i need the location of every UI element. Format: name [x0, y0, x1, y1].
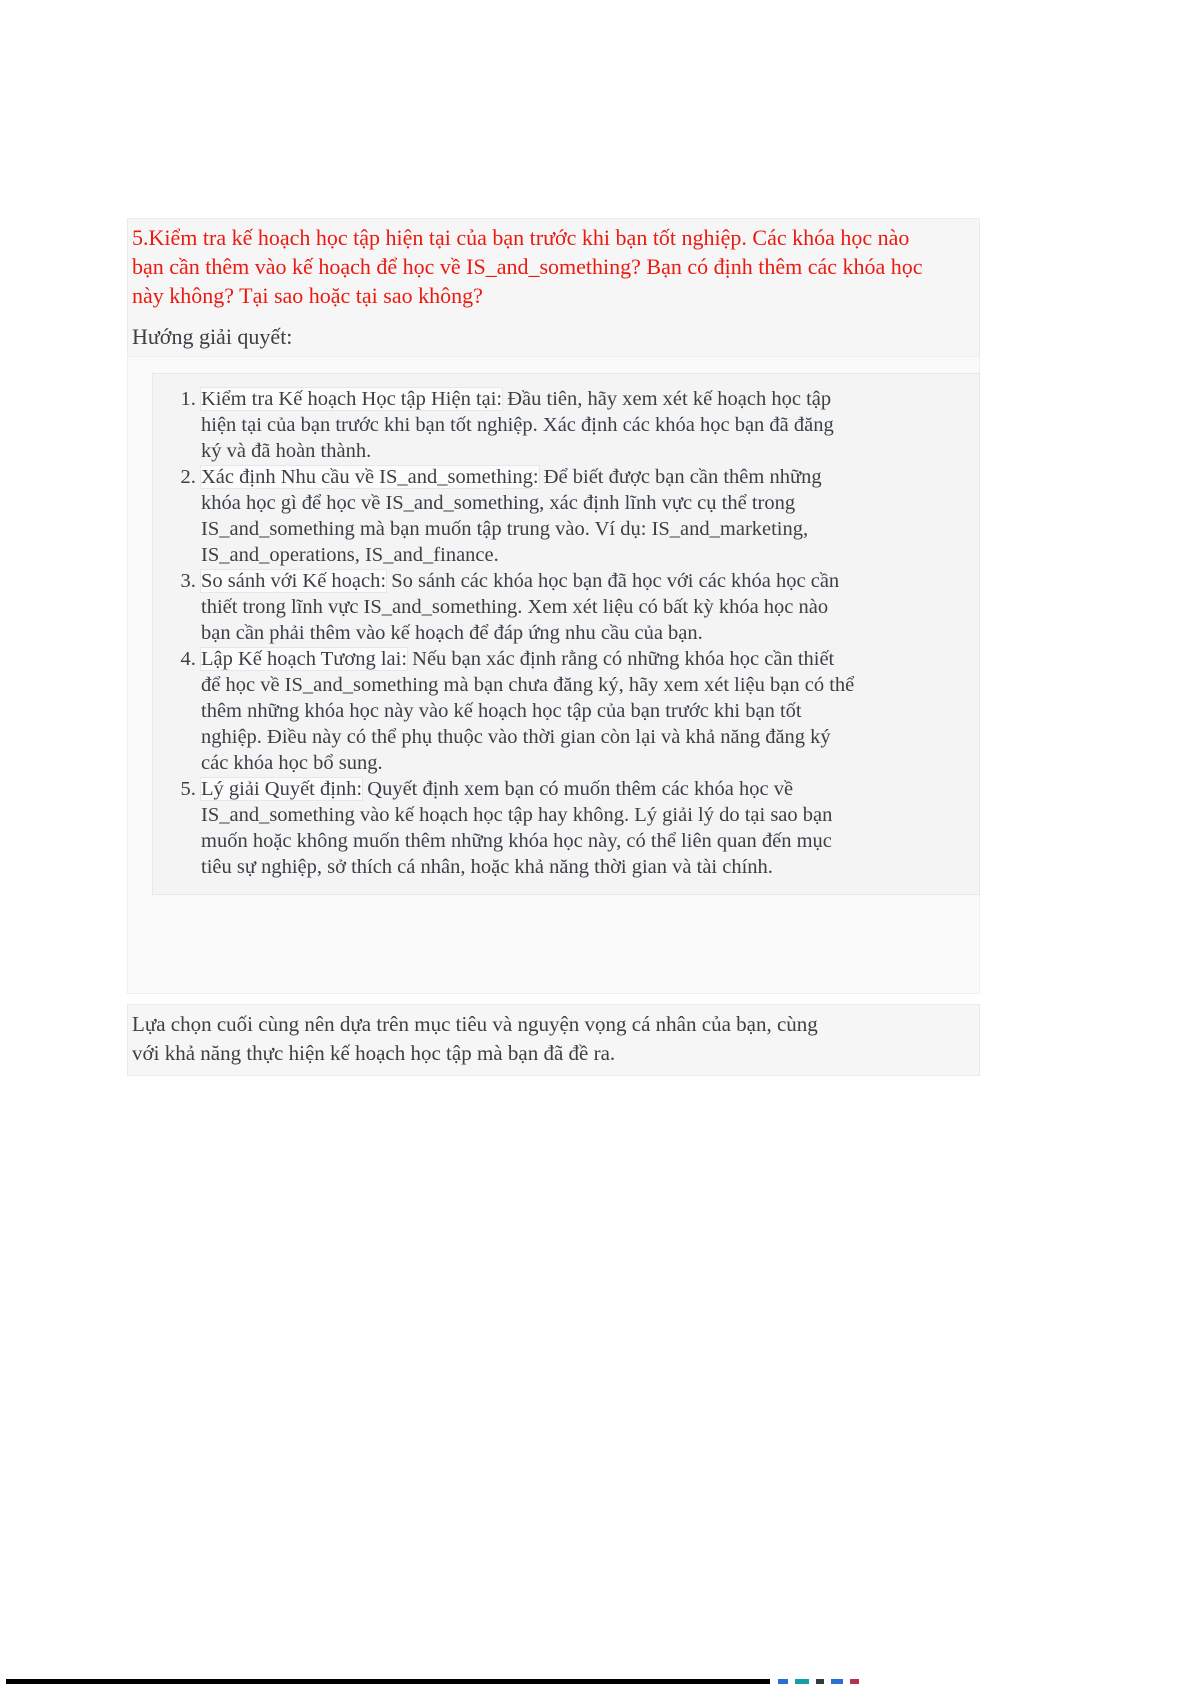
solution-steps-list: [153, 386, 967, 880]
step-text: Quyết định xem bạn có muốn thêm các khóa học về IS_and_something vào kế hoạch học tập hay không. Lý giải lý do tại sao bạn muốn hoặc không muốn thêm những khóa học này, có thể liên quan đến mục tiêu sự nghiệp, sở thích cá nhân, hoặc khả năng thời gian và tài chính.: [201, 778, 833, 878]
cutoff-black-bar: [6, 1679, 770, 1684]
step-label: Lập Kế hoạch Tương lai:: [201, 648, 408, 670]
solution-band: [127, 356, 980, 994]
solution-heading: Hướng giải quyết:: [132, 324, 293, 349]
step-text: Đầu tiên, hãy xem xét kế hoạch học tập hiện tại của bạn trước khi bạn tốt nghiệp. Xác định các khóa học bạn đã đăng ký và đã hoàn thành.: [201, 388, 834, 462]
cutoff-fragment: [850, 1679, 859, 1684]
step-text: Để biết được bạn cần thêm những khóa học gì để học về IS_and_something, xác định lĩnh vực cụ thể trong IS_and_something mà bạn muốn tập trung vào. Ví dụ: IS_and_marketing, IS_and_operations, IS_and_finance.: [201, 466, 822, 566]
solution-step: [201, 568, 856, 646]
cutoff-fragment: [795, 1679, 809, 1684]
solution-step: [201, 776, 856, 880]
step-label: Xác định Nhu cầu về IS_and_something:: [201, 466, 539, 488]
solution-step: [201, 646, 856, 776]
question-block: [127, 218, 980, 358]
solution-steps-block: [152, 373, 980, 895]
cutoff-content-strip: [0, 1677, 1191, 1685]
cutoff-fragment: [831, 1679, 843, 1684]
solution-step: [201, 386, 856, 464]
step-label: Kiểm tra Kế hoạch Học tập Hiện tại:: [201, 388, 503, 410]
cutoff-fragment: [778, 1679, 788, 1684]
step-label: So sánh với Kế hoạch:: [201, 570, 387, 592]
conclusion-block: [127, 1004, 980, 1076]
cutoff-fragment: [816, 1679, 824, 1684]
question-text: 5.Kiểm tra kế hoạch học tập hiện tại của bạn trước khi bạn tốt nghiệp. Các khóa học nào bạn cần thêm vào kế hoạch để học về IS_and_something? Bạn có định thêm các khóa học này không? Tại sao hoặc tại sao không?: [132, 225, 923, 308]
conclusion-text: Lựa chọn cuối cùng nên dựa trên mục tiêu và nguyện vọng cá nhân của bạn, cùng với khả năng thực hiện kế hoạch học tập mà bạn đã đề ra.: [132, 1012, 818, 1065]
step-label: Lý giải Quyết định:: [201, 778, 363, 800]
cutoff-fragments: [778, 1679, 866, 1684]
step-text: So sánh các khóa học bạn đã học với các khóa học cần thiết trong lĩnh vực IS_and_something. Xem xét liệu có bất kỳ khóa học nào bạn cần phải thêm vào kế hoạch để đáp ứng nhu cầu của bạn.: [201, 570, 840, 644]
step-text: Nếu bạn xác định rằng có những khóa học cần thiết để học về IS_and_something mà bạn chưa đăng ký, hãy xem xét liệu bạn có thể thêm những khóa học này vào kế hoạch học tập của bạn trước khi bạn tốt nghiệp. Điều này có thể phụ thuộc vào thời gian còn lại và khả năng đăng ký các khóa học bổ sung.: [201, 648, 855, 774]
solution-step: [201, 464, 856, 568]
